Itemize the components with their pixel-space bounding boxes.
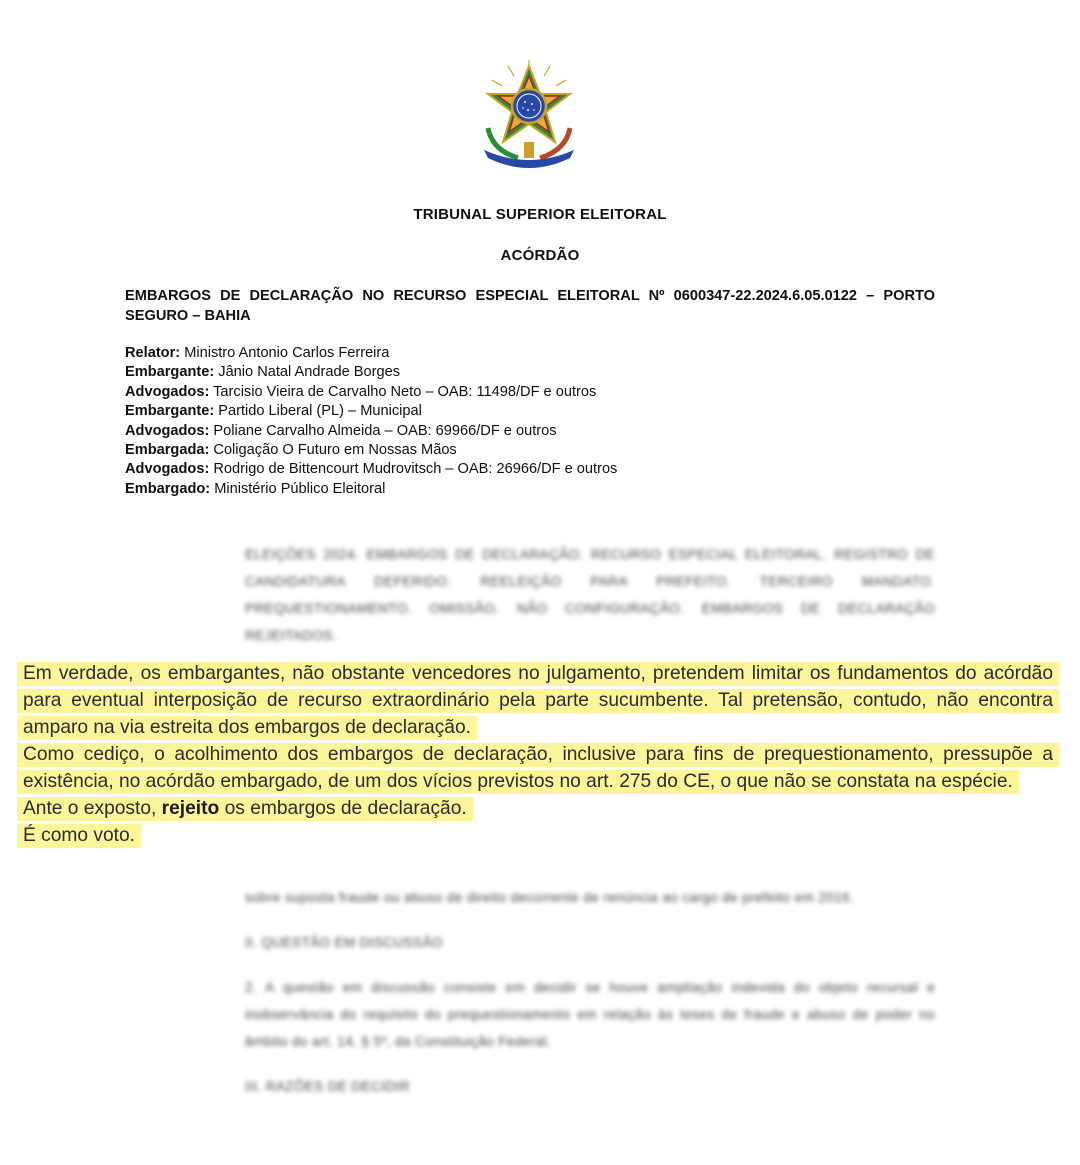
party-role: Embargante:	[125, 364, 215, 381]
blurred-heading: II. QUESTÃO EM DISCUSSÃO	[245, 935, 443, 950]
excerpt-paragraph	[17, 660, 1059, 741]
excerpt-text: Ante o exposto,	[23, 798, 162, 819]
party-name: Ministro Antonio Carlos Ferreira	[184, 345, 390, 361]
excerpt-paragraph	[17, 822, 1059, 849]
highlighted-excerpt	[17, 660, 1059, 849]
blurred-text: 2. A questão em discussão consiste em decidir se houve ampliação indevida do objeto recursal e inobservância do requisito do prequestionamento em relação às teses de fraude e abuso de poder no âmbito do art. 14, § 5º, da Constituição Federal.	[245, 980, 935, 1049]
party-row	[125, 460, 945, 479]
party-row	[125, 480, 945, 499]
blurred-heading: III. RAZÕES DE DECIDIR	[245, 1079, 410, 1094]
blurred-text: sobre suposta fraude ou abuso de direito decorrente de renúncia ao cargo de prefeito em 2016.	[245, 890, 855, 905]
blurred-ementa	[245, 541, 935, 667]
party-name: Tarcisio Vieira de Carvalho Neto – OAB: 11498/DF e outros	[213, 383, 597, 400]
party-role: Relator:	[125, 345, 181, 361]
decision-keyword: rejeito	[161, 798, 220, 819]
party-name: Coligação O Futuro em Nossas Mãos	[213, 442, 457, 459]
party-role: Embargante:	[125, 403, 215, 420]
party-name: Poliane Carvalho Almeida – OAB: 69966/DF e outros	[213, 422, 557, 439]
party-name: Jânio Natal Andrade Borges	[218, 364, 400, 381]
party-name: Ministério Público Eleitoral	[214, 480, 386, 497]
document-type: ACÓRDÃO	[500, 247, 580, 264]
parties-list	[125, 344, 945, 499]
party-role: Advogados:	[125, 383, 210, 400]
excerpt-paragraph	[17, 741, 1059, 795]
highlight-mark: Em verdade, os embargantes, não obstante vencedores no julgamento, pretendem limitar os fundamentos do acórdão para eventual interposição de recurso extraordinário pela parte sucumbente. Tal pretensão, contudo, não encontra amparo na via estreita dos embargos de declaração.	[17, 662, 1059, 740]
party-row	[125, 402, 945, 421]
brazil-coat-of-arms-icon	[478, 58, 580, 170]
party-row	[125, 363, 945, 382]
party-row	[125, 344, 945, 363]
case-title: EMBARGOS DE DECLARAÇÃO NO RECURSO ESPECIAL ELEITORAL Nº 0600347-22.2024.6.05.0122 – PORTO SEGURO – BAHIA	[125, 288, 935, 324]
party-role: Advogados:	[125, 461, 210, 478]
excerpt-text: os embargos de declaração.	[219, 798, 467, 819]
party-row	[125, 383, 945, 402]
blurred-ementa-text: ELEIÇÕES 2024. EMBARGOS DE DECLARAÇÃO. RECURSO ESPECIAL ELEITORAL. REGISTRO DE CANDIDATURA DEFERIDO. REELEIÇÃO PARA PREFEITO. TERCEIRO MANDATO. PREQUESTIONAMENTO. OMISSÃO. NÃO CONFIGURAÇÃO. EMBARGOS DE DECLARAÇÃO REJEITADOS.	[245, 547, 935, 643]
highlight-mark	[17, 797, 473, 821]
highlight-mark: Como cediço, o acolhimento dos embargos de declaração, inclusive para fins de prequestionamento, pressupõe a existência, no acórdão embargado, de um dos vícios previstos no art. 275 do CE, o que não se constata na espécie.	[17, 743, 1059, 794]
excerpt-paragraph	[17, 795, 1059, 822]
party-name: Partido Liberal (PL) – Municipal	[218, 403, 422, 420]
party-name: Rodrigo de Bittencourt Mudrovitsch – OAB: 26966/DF e outros	[213, 461, 618, 478]
highlight-mark: É como voto.	[17, 824, 141, 848]
blurred-lower-section	[245, 884, 935, 1118]
party-row	[125, 422, 945, 441]
party-role: Embargada:	[125, 442, 210, 459]
court-name: TRIBUNAL SUPERIOR ELEITORAL	[413, 206, 667, 223]
party-role: Embargado:	[125, 480, 211, 497]
party-role: Advogados:	[125, 422, 210, 439]
party-row	[125, 441, 945, 460]
